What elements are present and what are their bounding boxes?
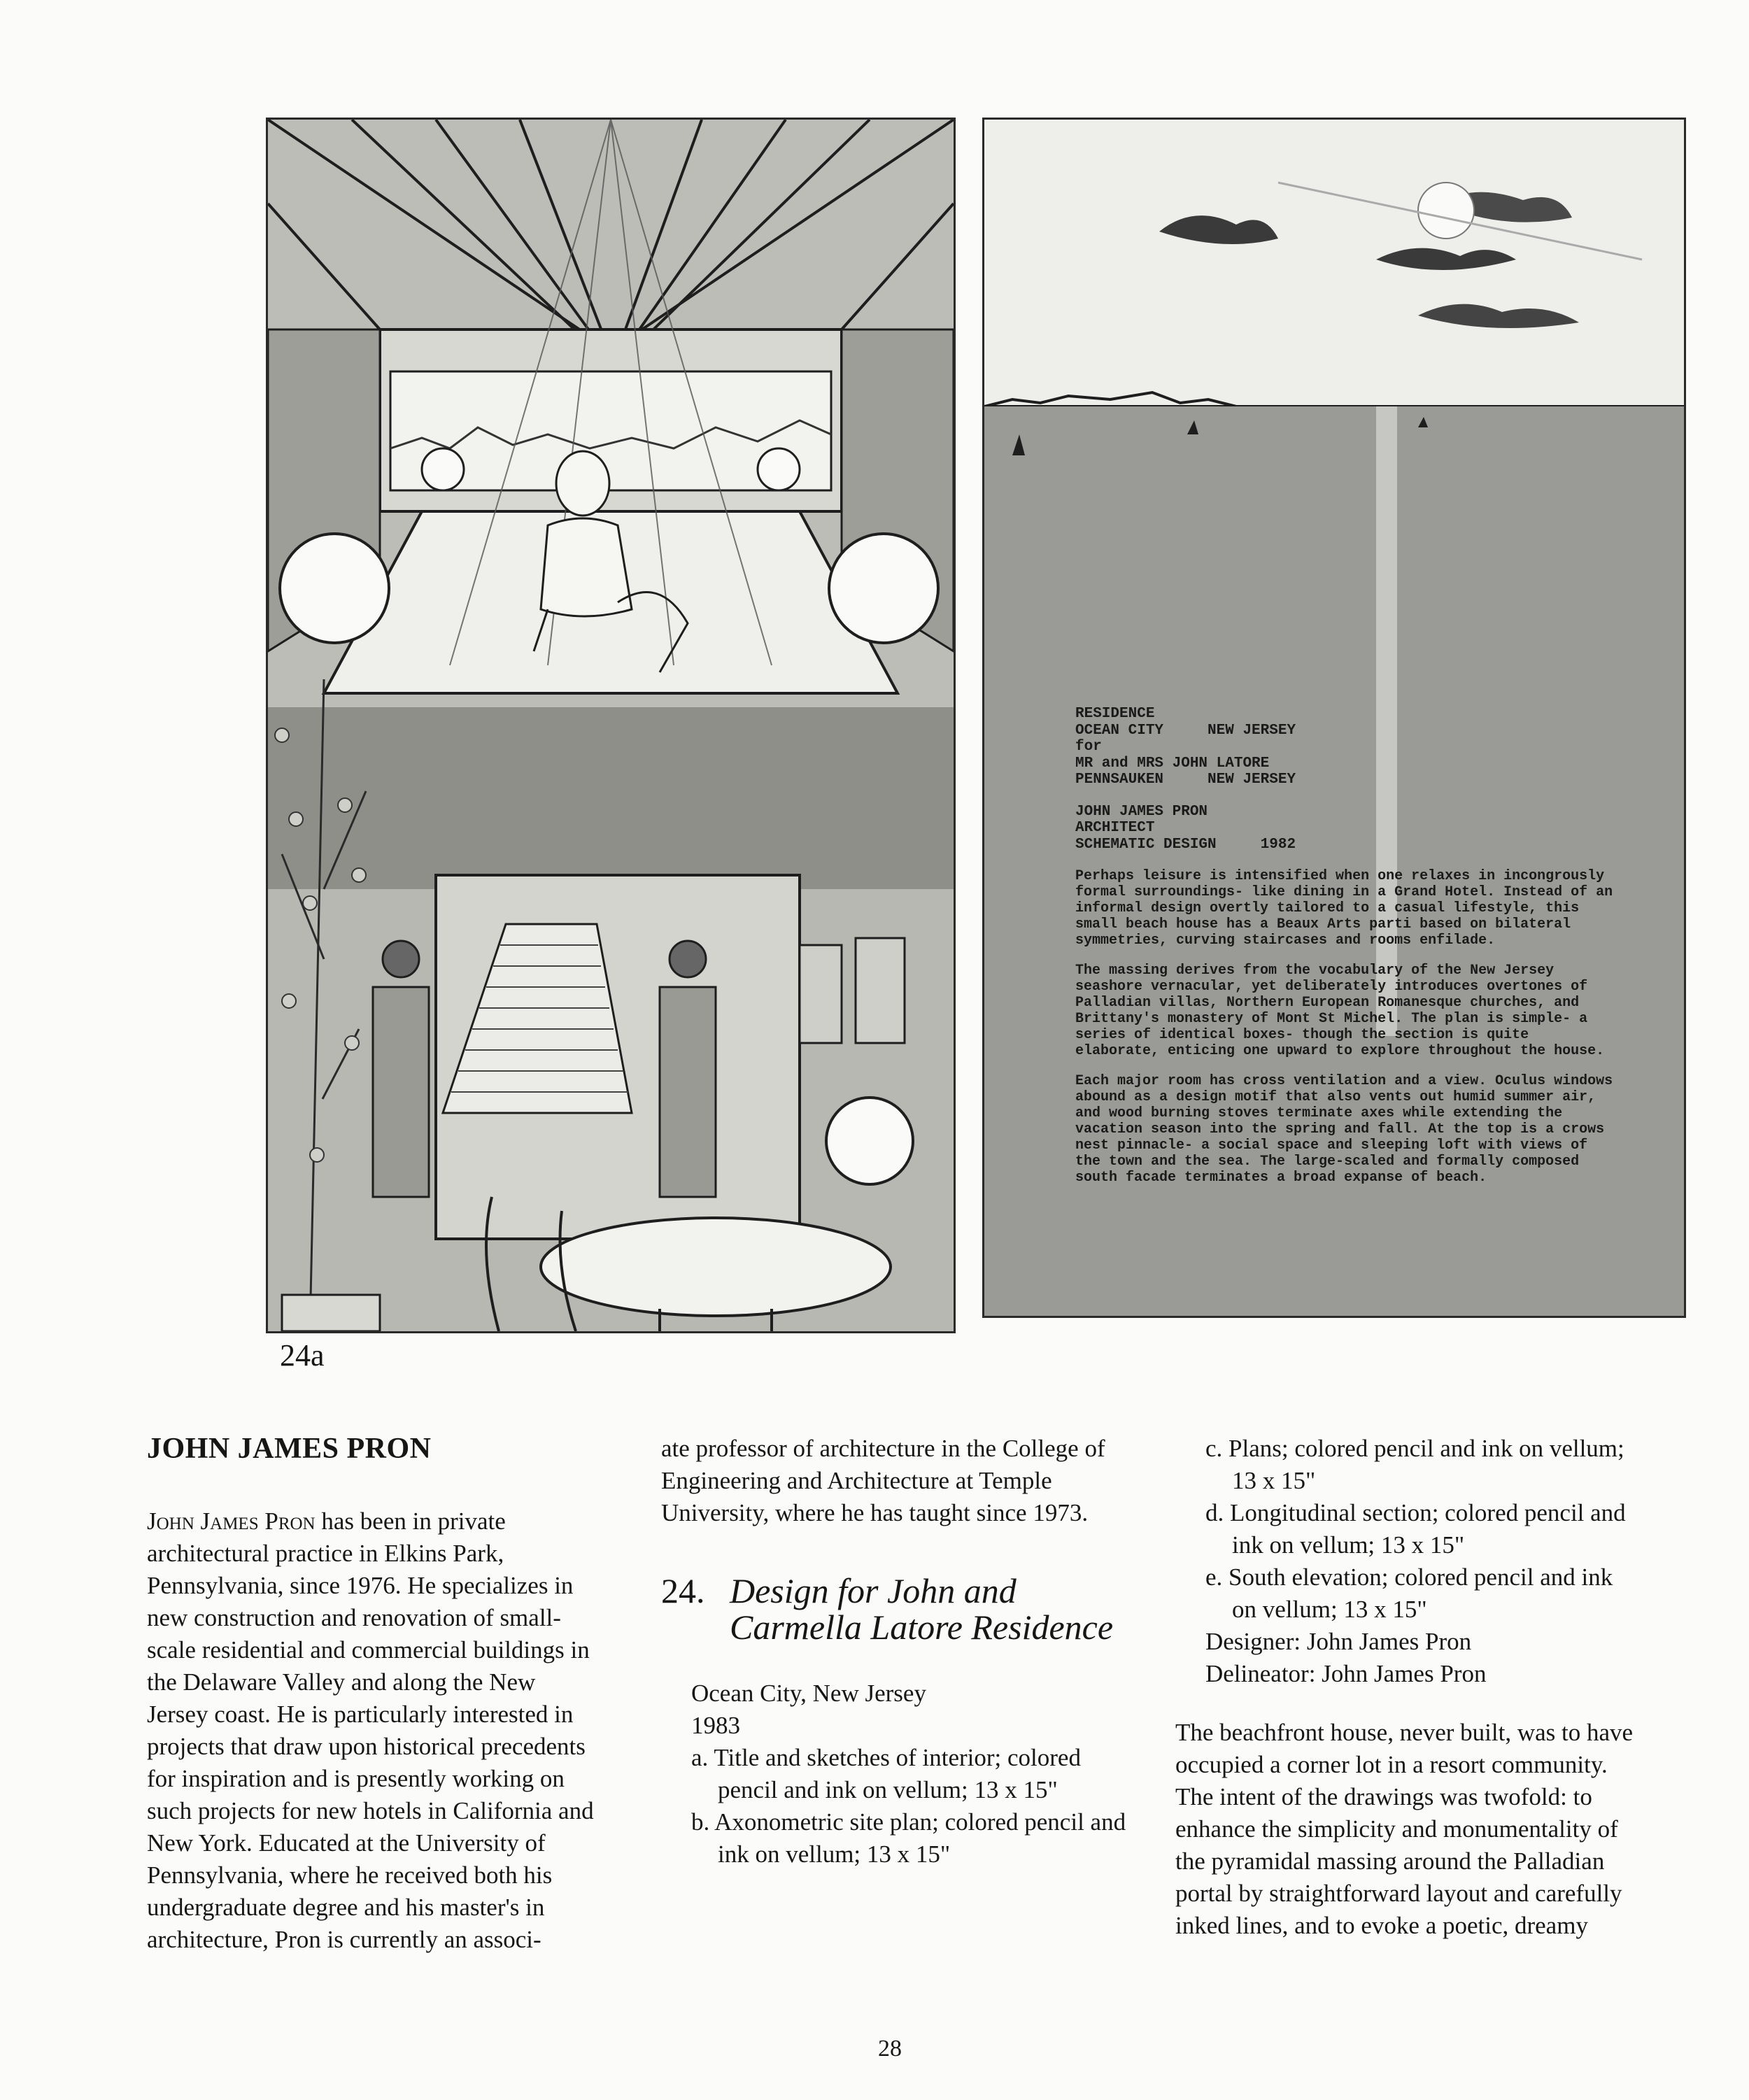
entry-title-block — [661, 1573, 1137, 1645]
designer-credit: Designer: John James Pron — [1205, 1628, 1472, 1655]
entry-item: e. South elevation; colored pencil and ink on vellum; 13 x 15" — [1205, 1563, 1613, 1623]
caption-project-line: for — [1075, 739, 1102, 755]
entry-column — [661, 1433, 1137, 1871]
bio-column — [147, 1433, 602, 1956]
bio-lead-name: John James Pron — [147, 1507, 316, 1535]
caption-architect-line: ARCHITECT — [1075, 820, 1155, 836]
bio-body: has been in private architectural practice in Elkins Park, Pennsylvania, since 1976. He specializes in new construction and renovation of small-scale residential and commercial buildings in the Delaware Valley and along the New Jersey coast. He is particularly interested in projects that draw upon historical precedents for inspiration and is presently working on such projects for new hotels in California and New York. Educated at the University of Pennsylvania, where he received both his undergraduate degree and his master's in architecture, Pron is currently an associ- — [147, 1507, 594, 1953]
caption-paragraph: The massing derives from the vocabulary of the New Jersey seashore vernacular, yet deliberately introduces overtones of Palladian villas, Northern European Romanesque churches, and Brittany's monastery of Mont St Michel. The plan is simple- a series of identical boxes- though the section is quite elaborate, enticing one upward to explore throughout the house. — [1075, 963, 1605, 1059]
interior-sketch-figure — [266, 118, 956, 1333]
caption-architect-line: SCHEMATIC DESIGN 1982 — [1075, 836, 1296, 853]
entry-meta — [661, 1677, 1137, 1871]
figure-label: 24a — [280, 1338, 325, 1372]
entry-item: b. Axonometric site plan; colored pencil and ink on vellum; 13 x 15" — [691, 1808, 1126, 1868]
entry-item: a. Title and sketches of interior; colored pencil and ink on vellum; 13 x 15" — [691, 1744, 1081, 1803]
caption-paragraph: Each major room has cross ventilation and a view. Oculus windows abound as a design motif that also vents out humid summer air, and wood burning stoves terminate axes while extending the vacation season into the spring and fall. At the top is a crows nest pinnacle- a social space and sleeping loft with views of the town and the sea. The large-scaled and formally composed south facade terminates a broad expanse of beach. — [1075, 1073, 1613, 1186]
interior-sketch-drawing — [268, 120, 954, 1331]
typed-caption — [1075, 706, 1649, 1200]
delineator-credit: Delineator: John James Pron — [1205, 1660, 1487, 1687]
entry-location: Ocean City, New Jersey — [691, 1680, 926, 1707]
caption-project-line: MR and MRS JOHN LATORE — [1075, 755, 1270, 772]
entry-year: 1983 — [691, 1712, 740, 1739]
entry-title: Design for John and Carmella Latore Residence — [730, 1571, 1114, 1647]
caption-project-line: PENNSAUKEN NEW JERSEY — [1075, 772, 1296, 788]
bio-continued: ate professor of architecture in the College of Engineering and Architecture at Temple University, where he has taught since 1973. — [661, 1435, 1105, 1526]
page-number: 28 — [878, 2036, 902, 2062]
entry-items-list — [691, 1742, 1137, 1871]
caption-project-line: RESIDENCE — [1075, 706, 1155, 722]
entry-item: d. Longitudinal section; colored pencil and ink on vellum; 13 x 15" — [1205, 1499, 1626, 1559]
caption-project-line: OCEAN CITY NEW JERSEY — [1075, 722, 1296, 739]
caption-paragraph: Perhaps leisure is intensified when one relaxes in incongrously formal surroundings- like dining in a Grand Hotel. Instead of an informal design overtly tailored to a casual lifestyle, this small beach house has a Beaux Arts parti based on bilateral symmetries, curving staircases and rooms enfilade. — [1075, 868, 1613, 949]
entry-column-continued — [1175, 1433, 1637, 1942]
entry-items-list-continued — [1175, 1433, 1637, 1626]
artist-heading: JOHN JAMES PRON — [147, 1433, 432, 1465]
entry-description: The beachfront house, never built, was to have occupied a corner lot in a resort community. The intent of the drawings was twofold: to enhance the simplicity and monumentality of the pyramidal massing around the Palladian portal by straightforward layout and carefully inked lines, and to evoke a poetic, dreamy — [1175, 1719, 1634, 1939]
entry-item: c. Plans; colored pencil and ink on vellum; 13 x 15" — [1205, 1435, 1624, 1494]
entry-number: 24. — [661, 1571, 705, 1610]
bio-text — [147, 1505, 602, 1956]
caption-architect-line: JOHN JAMES PRON — [1075, 803, 1208, 820]
seascape-title-figure — [982, 118, 1686, 1318]
